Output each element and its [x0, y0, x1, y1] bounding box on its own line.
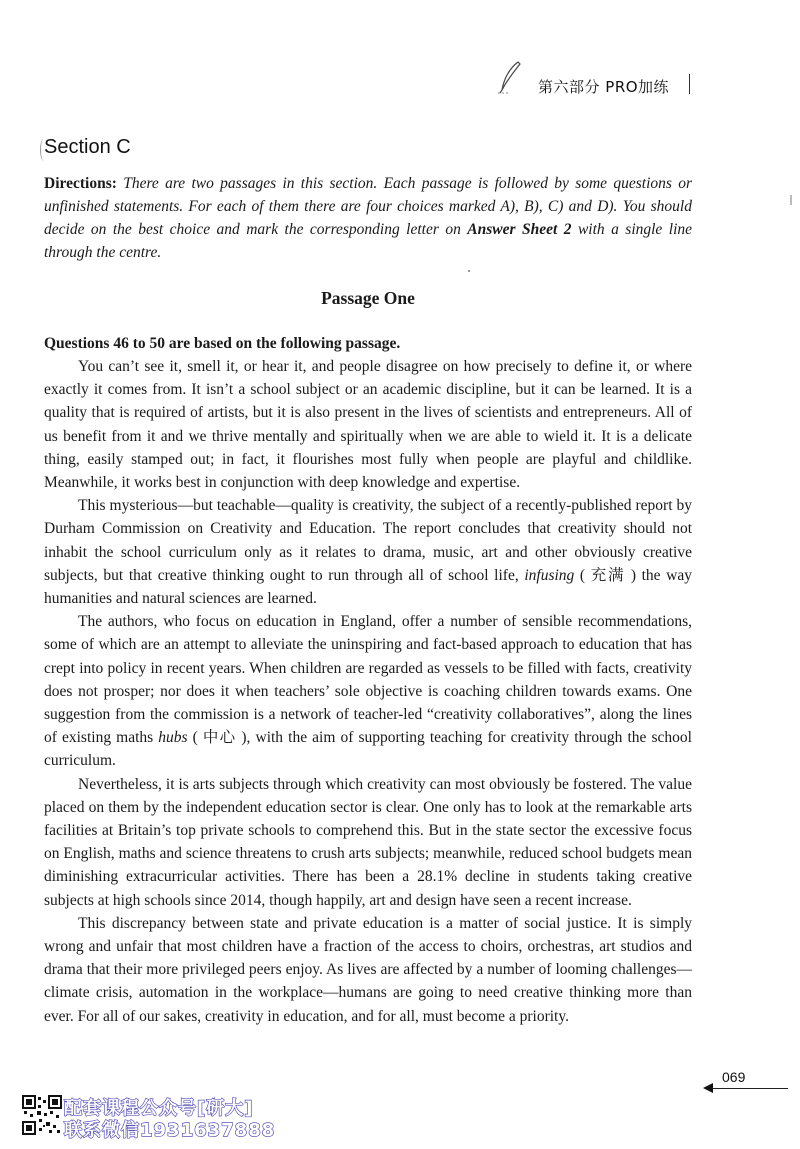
paragraph-2: [44, 494, 692, 610]
page-number: 069: [722, 1069, 746, 1085]
paragraph-3-part-b: , with the aim of supporting teaching for creativity through the school curriculum.: [44, 729, 692, 770]
scan-edge-mark: [790, 195, 792, 205]
paragraph-3-part-a: The authors, who focus on education in England, offer a number of sensible recommendations, some of which are an attempt to alleviate the uninspiring and fact-based approach to education that has crept into policy in recent years. When children are regarded as vessels to be filled with facts, creativity does not prosper; nor does it when teachers’ sole objective is coaching children towards exams. One suggestion from the commission is a network of teacher-led “creativity collaboratives”, along the lines of existing maths: [44, 613, 692, 747]
passage-body: [44, 355, 692, 1028]
qr-code-icon: [22, 1095, 62, 1135]
paragraph-1: You can’t see it, smell it, or hear it, and people disagree on how precisely to define it, or where exactly it comes from. It isn’t a school subject or an academic discipline, but it can be learned. It is a quality that is required of artists, but it is also present in the lives of scientists and entrepreneurs. All of us benefit from it and we thrive mentally and spiritually when we are able to wield it. It is a delicate thing, easily stamped out; in fact, it flourishes most fully when people are playful and childlike. Meanwhile, it works best in conjunction with deep knowledge and expertise.: [44, 358, 692, 492]
passage-intro: Questions 46 to 50 are based on the following passage.: [44, 335, 401, 352]
term-hubs: hubs: [158, 729, 188, 747]
chapter-header-text: 第六部分 PRO加练: [538, 78, 670, 96]
page-header: [496, 64, 736, 98]
promo-line-2: 联系微信1931637888: [64, 1120, 276, 1141]
directions-text-2: with a single line through the centre.: [44, 221, 693, 261]
quill-pen-icon: [496, 60, 526, 94]
directions-answer-sheet: Answer Sheet 2: [467, 221, 572, 238]
paragraph-2-part-b: the way humanities and natural sciences are learned.: [44, 566, 693, 608]
gloss-hubs: ( 中心 ): [187, 729, 247, 747]
directions-paragraph: [44, 172, 692, 264]
paragraph-4: Nevertheless, it is arts subjects through which creativity can most obviously be fostered. The value placed on them by the independent education sector is clear. One only has to look at the remarkable arts facilities at Britain’s top private schools to comprehend this. But in the state sector the excessive focus on English, maths and science threatens to crush arts subjects; meanwhile, reduced school budgets mean diminishing extracurricular activities. There has been a 28.1% decline in students taking creative subjects at high schools since 2014, though happily, art and design have seen a recent increase.: [44, 775, 692, 909]
header-divider: [689, 74, 690, 94]
page-number-rule: [712, 1088, 788, 1089]
passage-title: Passage One: [321, 288, 415, 308]
section-title: Section C: [44, 136, 131, 158]
scan-speck: [468, 270, 470, 272]
promo-line-1: 配套课程公众号[研大]: [64, 1098, 254, 1119]
paragraph-5: This discrepancy between state and private education is a matter of social justice. It is simply wrong and unfair that most children have a fraction of the access to choirs, orchestras, art studios and drama that their more privileged peers enjoy. As lives are affected by a number of looming challenges—climate crisis, automation in the workplace—humans are going to need creative thinking more than ever. For all of our sakes, creativity in education, and for all, must become a priority.: [44, 914, 692, 1025]
directions-lead: Directions:: [44, 175, 117, 192]
gloss-infusing: ( 充满 ): [574, 566, 636, 584]
paragraph-3: [44, 610, 692, 772]
directions-text-1: There are two passages in this section. Each passage is followed by some questions or unfinished statements. For each of them there are four choices marked A), B), C) and D). You should decide on the best choice and mark the corresponding letter on: [44, 175, 692, 238]
term-infusing: infusing: [524, 566, 575, 584]
paragraph-2-part-a: This mysterious—but teachable—quality is creativity, the subject of a recently-published report by Durham Commission on Creativity and Education. The report concludes that creativity should not inhabit the school curriculum only as it relates to drama, music, art and other obviously creative subjects, but that creative thinking ought to run through all of school life,: [44, 497, 692, 584]
